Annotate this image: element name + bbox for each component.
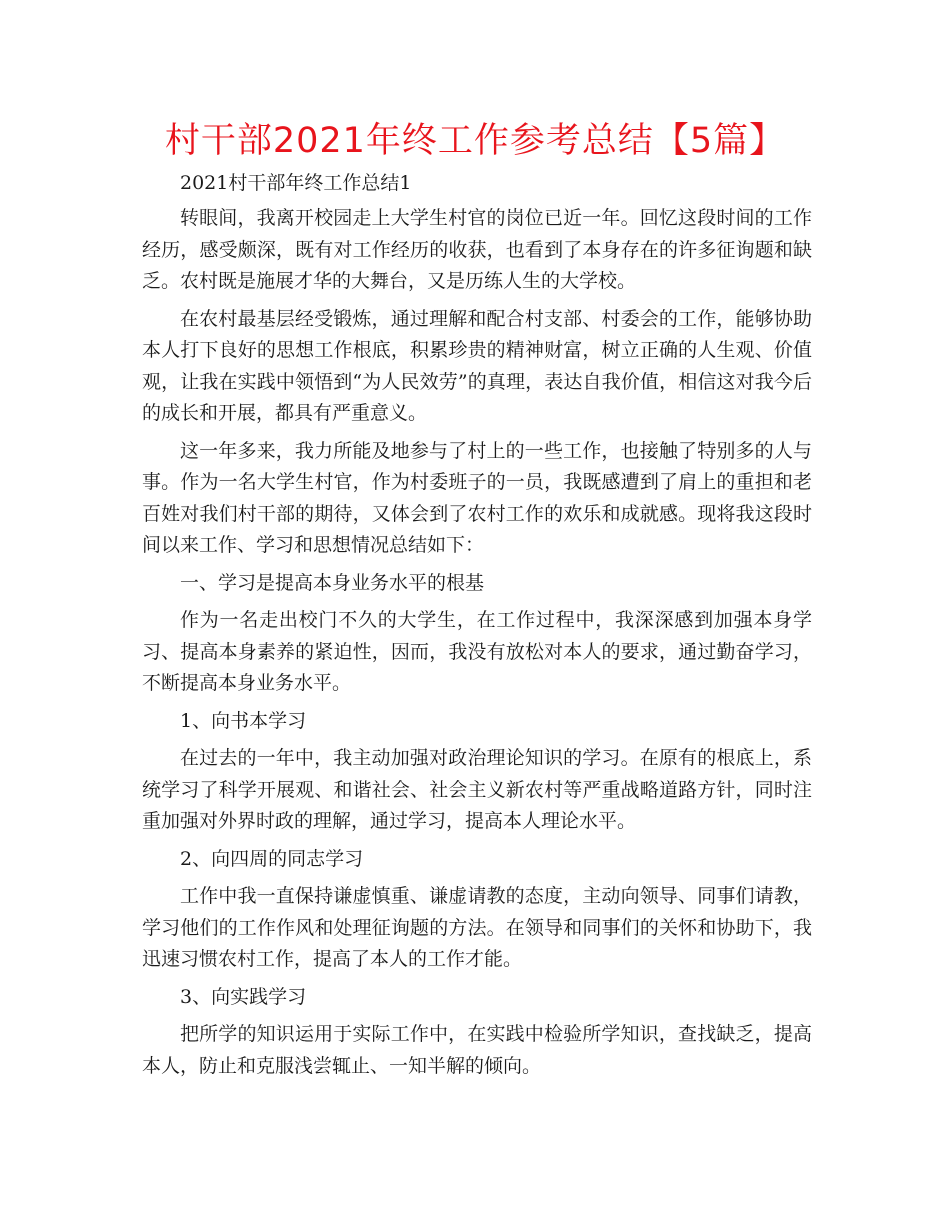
paragraph: 把所学的知识运用于实际工作中，在实践中检验所学知识，查找缺乏，提高本人，防止和克服浅尝辄止、一知半解的倾向。	[142, 1023, 812, 1077]
paragraph: 这一年多来，我力所能及地参与了村上的一些工作，也接触了特别多的人与事。作为一名大学生村官，作为村委班子的一员，我既感遭到了肩上的重担和老百姓对我们村干部的期待，又体会到了农村工作的欢乐和成就感。现将我这段时间以来工作、学习和思想情况总结如下：	[142, 439, 812, 556]
document-title: 村干部2021年终工作参考总结【5篇】	[164, 121, 786, 161]
document-body	[142, 169, 812, 1082]
subsection-heading: 2、向四周的同志学习	[180, 847, 364, 870]
paragraph: 在过去的一年中，我主动加强对政治理论知识的学习。在原有的根底上，系统学习了科学开展观、和谐社会、社会主义新农村等严重战略道路方针，同时注重加强对外界时政的理解，通过学习，提高本人理论水平。	[142, 747, 812, 832]
paragraph: 作为一名走出校门不久的大学生，在工作过程中，我深深感到加强本身学习、提高本身素养的紧迫性，因而，我没有放松对本人的要求，通过勤奋学习，不断提高本身业务水平。	[142, 609, 812, 694]
paragraph: 转眼间，我离开校园走上大学生村官的岗位已近一年。回忆这段时间的工作经历，感受颇深，既有对工作经历的收获，也看到了本身存在的许多征询题和缺乏。农村既是施展才华的大舞台，又是历练人生的大学校。	[142, 207, 812, 292]
subsection-heading: 3、向实践学习	[180, 985, 307, 1008]
paragraph: 工作中我一直保持谦虚慎重、谦虚请教的态度，主动向领导、同事们请教，学习他们的工作作风和处理征询题的方法。在领导和同事们的关怀和协助下，我迅速习惯农村工作，提高了本人的工作才能。	[142, 885, 812, 970]
paragraph: 在农村最基层经受锻炼，通过理解和配合村支部、村委会的工作，能够协助本人打下良好的思想工作根底，积累珍贵的精神财富，树立正确的人生观、价值观，让我在实践中领悟到“为人民效劳”的真理，表达自我价值，相信这对我今后的成长和开展，都具有严重意义。	[142, 307, 812, 424]
section-heading: 2021村干部年终工作总结1	[180, 172, 412, 194]
section-heading: 一、学习是提高本身业务水平的根基	[180, 571, 485, 594]
subsection-heading: 1、向书本学习	[180, 709, 307, 732]
